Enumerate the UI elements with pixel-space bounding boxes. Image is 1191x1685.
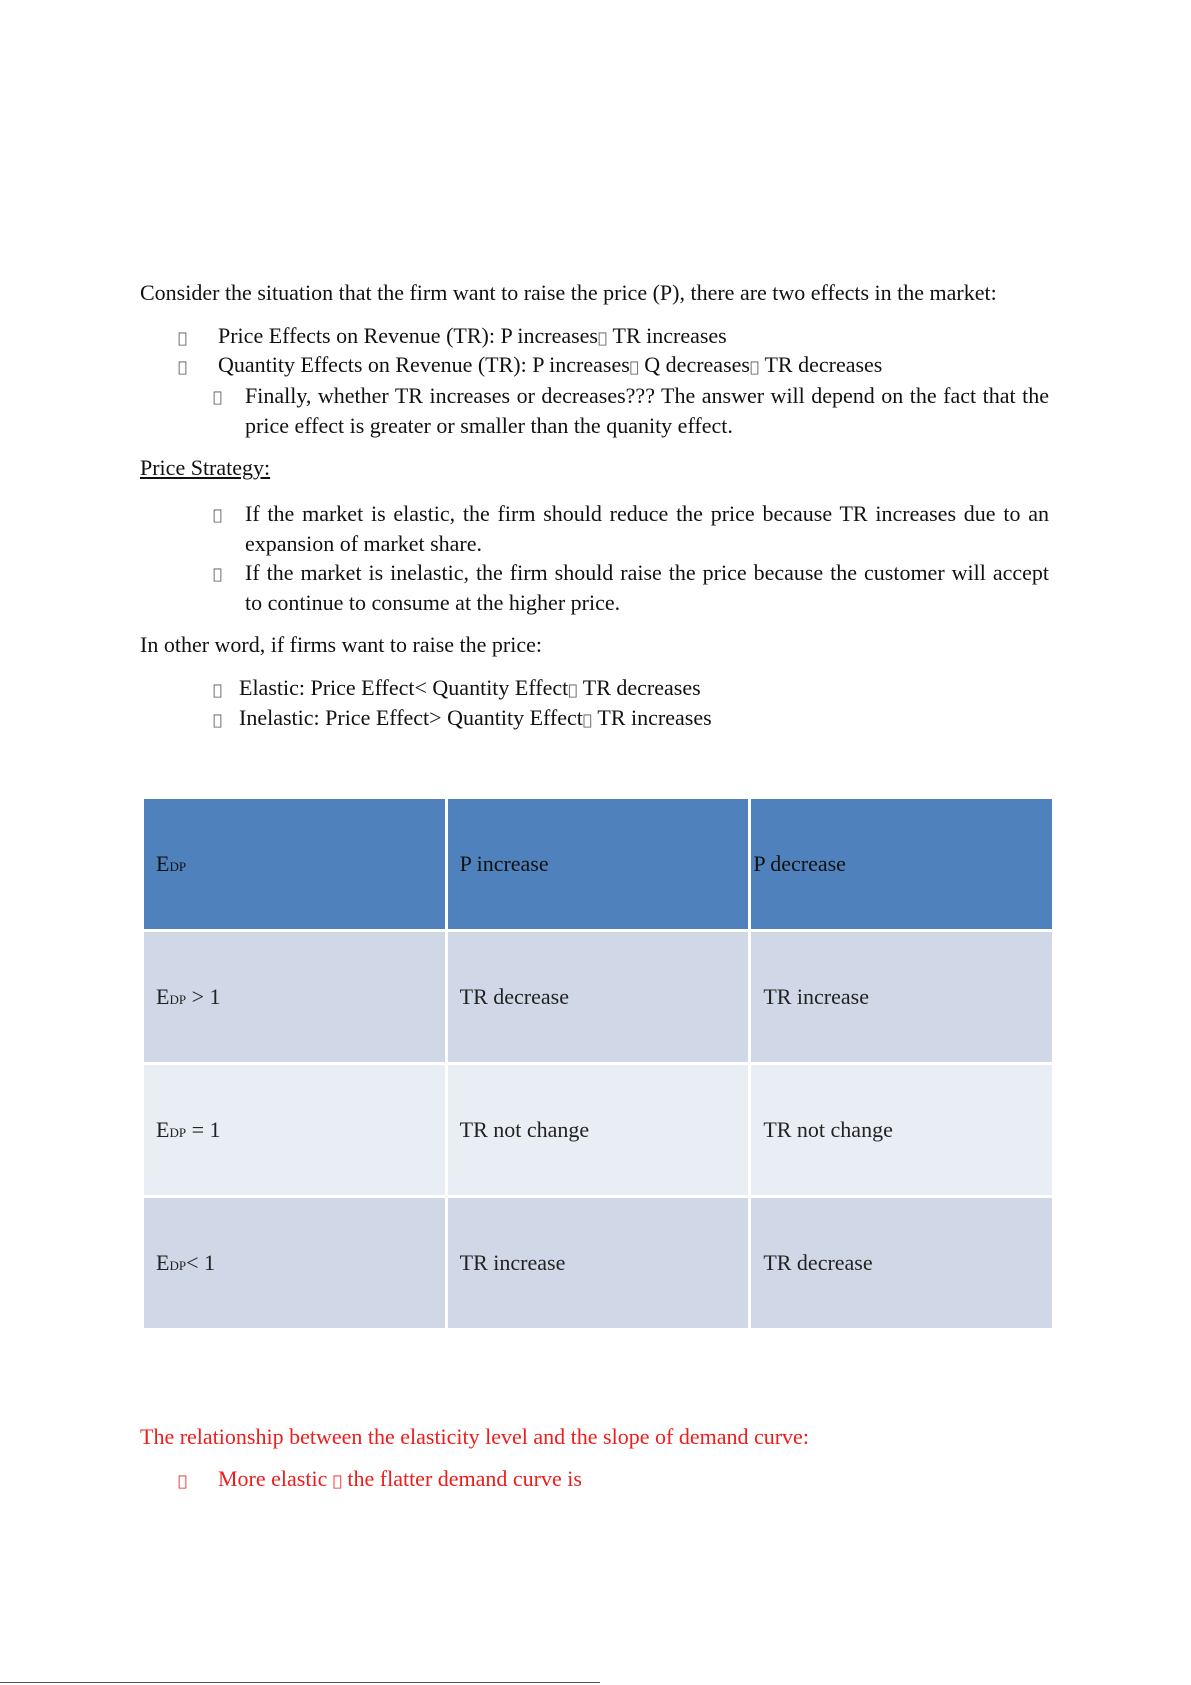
p-decrease-cell: TR decrease (750, 1197, 1054, 1330)
table-header-row (143, 798, 1054, 931)
p-decrease-cell: TR increase (750, 931, 1054, 1064)
header-p-increase: P increase (446, 798, 750, 931)
edp-cell: EDP< 1 (143, 1197, 447, 1330)
edp-cell: EDP > 1 (143, 931, 447, 1064)
elastic-case-item: Elastic: Price Effect< Quantity Effect TR decreases (239, 675, 691, 700)
arrow-icon (740, 358, 746, 376)
header-p-decrease: P decrease (750, 798, 1054, 931)
strategy-inelastic-item: If the market is inelastic, the firm should raise the price because the customer will accept to continue to consume at the higher price. (245, 560, 1049, 615)
arrow-bullet-icon (213, 506, 222, 524)
footer-divider (0, 1682, 600, 1683)
table-row (143, 1197, 1054, 1330)
inelastic-case-item: Inelastic: Price Effect> Quantity Effect TR increases (239, 705, 702, 730)
table-row (143, 1064, 1054, 1197)
bullet-icon (178, 329, 187, 347)
intro-text: Consider the situation that the firm want to raise the price (P), there are two effects in the market: (140, 280, 997, 305)
arrow-icon (333, 1472, 342, 1490)
p-increase-cell: TR not change (446, 1064, 750, 1197)
arrow-icon (629, 358, 635, 376)
finally-item: Finally, whether TR increases or decreases??? The answer will depend on the fact that the price effect is greater or smaller than the quanity effect. (245, 383, 1049, 438)
elasticity-table (141, 796, 1055, 1331)
arrow-bullet-icon (213, 565, 222, 583)
header-edp: EDP (143, 798, 447, 931)
p-increase-cell: TR increase (446, 1197, 750, 1330)
edp-cell: EDP = 1 (143, 1064, 447, 1197)
relationship-text: The relationship between the elasticity level and the slope of demand curve: (140, 1424, 809, 1449)
quantity-effect-item: Quantity Effects on Revenue (TR): P increases Q decreases TR decreases (218, 352, 863, 377)
p-increase-cell: TR decrease (446, 931, 750, 1064)
arrow-bullet-icon (213, 681, 222, 699)
arrow-icon (582, 711, 588, 729)
table-row (143, 931, 1054, 1064)
strategy-elastic-item: If the market is elastic, the firm should reduce the price because TR increases due to an expansion of market share. (245, 501, 1049, 556)
bullet-icon (178, 358, 187, 376)
price-effect-item: Price Effects on Revenue (TR): P increases TR increases (218, 323, 717, 348)
more-elastic-item: More elastic the flatter demand curve is (218, 1466, 568, 1491)
arrow-bullet-icon (213, 711, 222, 729)
other-word-text: In other word, if firms want to raise the price: (140, 632, 542, 657)
arrow-icon (597, 329, 603, 347)
bullet-icon (178, 1472, 187, 1490)
p-decrease-cell: TR not change (750, 1064, 1054, 1197)
strategy-heading: Price Strategy: (140, 455, 271, 480)
arrow-bullet-icon (213, 388, 222, 406)
arrow-icon (568, 681, 574, 699)
